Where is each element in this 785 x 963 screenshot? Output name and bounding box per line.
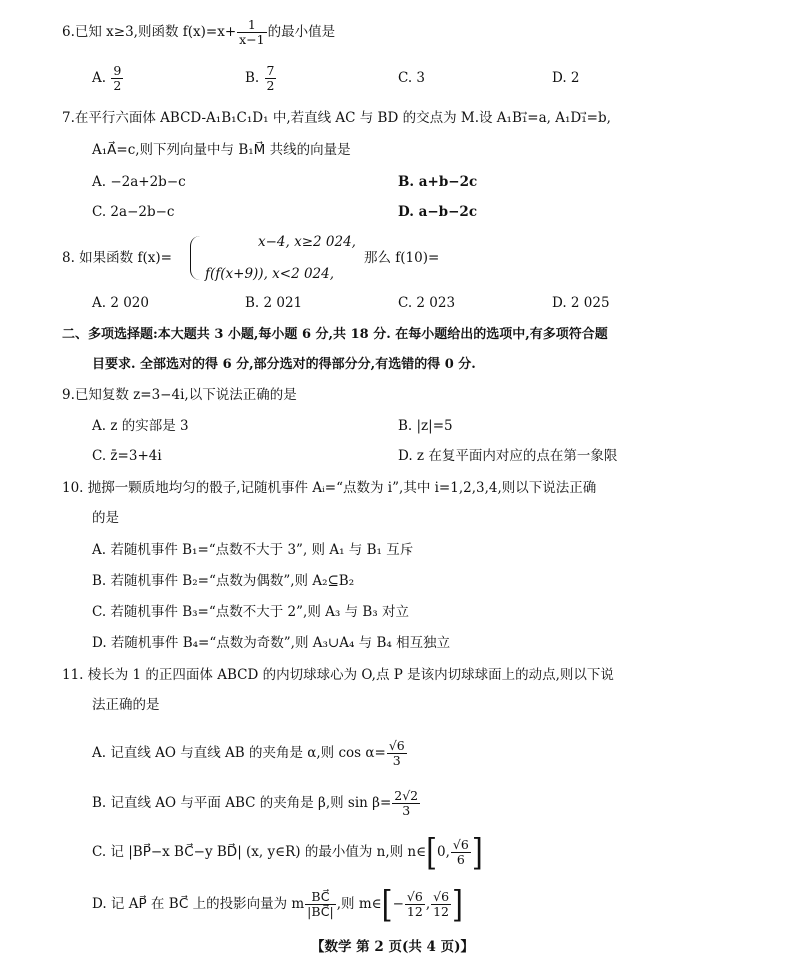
q6-frac-num: 1 <box>237 18 266 33</box>
page-footer: 【数学 第 2 页(共 4 页)】 <box>310 939 475 955</box>
q11-option-c-text: C. 记 |BP⃗−x BC⃗−y BD⃗| (x, y∈R) 的最小值为 n,则 n∈ <box>92 844 427 860</box>
left-bracket: [ <box>426 830 438 874</box>
q8-prefix: 8. 如果函数 f(x)= <box>62 250 172 266</box>
q6-option-d: D. 2 <box>552 70 580 86</box>
q10-line2: 的是 <box>92 510 119 526</box>
q7-option-a: A. −2a+2b−c <box>92 174 186 190</box>
q11-option-b-num: 2√2 <box>394 788 419 803</box>
q6-stem <box>62 18 335 47</box>
q7-option-b: B. a+b−2c <box>398 174 478 190</box>
q11-option-a-num: √6 <box>388 738 405 753</box>
q11-option-d-vnum: BC⃗ <box>305 890 336 905</box>
q6-fraction <box>237 18 266 47</box>
section2-heading-line2: 目要求. 全部选对的得 6 分,部分选对的得部分分,有选错的得 0 分. <box>92 357 476 372</box>
right-bracket: ] <box>471 830 483 874</box>
q11-option-d-hi-den: 12 <box>433 904 450 919</box>
q11-option-b <box>92 785 421 821</box>
q9-option-c: C. z̄=3+4i <box>92 448 162 464</box>
q11-option-c-den: 6 <box>456 852 465 867</box>
q11-option-d-hi-num: √6 <box>433 889 450 904</box>
q6-frac-den: x−1 <box>239 32 265 47</box>
q6-option-a-label: A. <box>92 70 107 86</box>
q10-option-a: A. 若随机事件 B₁=“点数不大于 3”, 则 A₁ 与 B₁ 互斥 <box>92 542 414 558</box>
q8-option-c: C. 2 023 <box>398 295 456 311</box>
q6-stem-suffix: 的最小值是 <box>267 24 336 40</box>
q11-option-c-lower: 0, <box>437 844 450 860</box>
q11-option-d-lo-den: 12 <box>406 904 423 919</box>
q11-option-a-frac <box>387 739 407 768</box>
q11-option-d-upper-frac <box>431 890 451 919</box>
q11-option-c-num: √6 <box>452 837 469 852</box>
q8-suffix: 那么 f(10)= <box>364 250 440 266</box>
q7-option-c: C. 2a−2b−c <box>92 204 175 220</box>
q10-option-b: B. 若随机事件 B₂=“点数为偶数”,则 A₂⊆B₂ <box>92 573 355 589</box>
q6-option-a-frac <box>111 64 123 93</box>
q11-line1: 11. 棱长为 1 的正四面体 ABCD 的内切球球心为 O,点 P 是该内切球球面上的动点,则以下说 <box>62 667 614 683</box>
q11-option-d-lower-frac <box>405 890 425 919</box>
q6-option-a-den: 2 <box>113 78 122 93</box>
q8-case2: f(f(x+9)), x<2 024, <box>205 266 335 282</box>
q11-option-a <box>92 735 408 771</box>
q9-option-b: B. |z|=5 <box>398 418 453 434</box>
q6-option-b-label: B. <box>245 70 260 86</box>
q6-option-a <box>92 64 124 93</box>
q11-option-d-minus: − <box>392 896 404 912</box>
q11-option-a-den: 3 <box>392 753 401 768</box>
q11-option-c-frac <box>451 838 471 867</box>
q8-case1: x−4, x≥2 024, <box>258 234 356 250</box>
q11-option-d-mid: ,则 m∈ <box>336 896 382 912</box>
q7-line2: A₁A⃗=c,则下列向量中与 B₁M⃗ 共线的向量是 <box>92 142 351 158</box>
q11-option-d-vden: |BC⃗| <box>307 904 334 919</box>
q6-option-c: C. 3 <box>398 70 426 86</box>
q8-option-d: D. 2 025 <box>552 295 610 311</box>
q11-line2: 法正确的是 <box>92 697 160 713</box>
q11-option-a-text: A. 记直线 AO 与直线 AB 的夹角是 α,则 cos α= <box>92 745 386 761</box>
q11-option-b-den: 3 <box>402 803 411 818</box>
q6-option-b <box>245 64 277 93</box>
piecewise-brace <box>190 236 205 280</box>
q8-option-b: B. 2 021 <box>245 295 303 311</box>
q7-line1: 7.在平行六面体 ABCD-A₁B₁C₁D₁ 中,若直线 AC 与 BD 的交点为 M.设 A₁B₁⃗=a, A₁D₁⃗=b, <box>62 110 611 126</box>
q9-option-a: A. z 的实部是 3 <box>92 418 189 434</box>
q6-option-b-num: 7 <box>266 63 275 78</box>
q6-option-b-den: 2 <box>266 78 275 93</box>
q6-option-b-frac <box>265 64 277 93</box>
q10-option-d: D. 若随机事件 B₄=“点数为奇数”,则 A₃∪A₄ 与 B₄ 相互独立 <box>92 635 451 651</box>
right-bracket: ] <box>452 882 463 926</box>
q6-stem-prefix: 6.已知 x≥3,则函数 f(x)=x+ <box>62 24 237 40</box>
q10-line1: 10. 抛掷一颗质地均匀的骰子,记随机事件 Aᵢ=“点数为 i”,其中 i=1,2,3,4,则以下说法正确 <box>62 480 597 496</box>
q11-option-d-text: D. 记 AP⃗ 在 BC⃗ 上的投影向量为 m <box>92 896 305 912</box>
q9-stem: 9.已知复数 z=3−4i,以下说法正确的是 <box>62 387 297 403</box>
q6-option-a-num: 9 <box>113 63 122 78</box>
q11-option-b-frac <box>392 789 420 818</box>
q11-option-d-lo-num: √6 <box>406 889 423 904</box>
q9-option-d: D. z 在复平面内对应的点在第一象限 <box>398 448 618 464</box>
q11-option-b-text: B. 记直线 AO 与平面 ABC 的夹角是 β,则 sin β= <box>92 795 392 811</box>
q10-option-c: C. 若随机事件 B₃=“点数不大于 2”,则 A₃ 与 B₃ 对立 <box>92 604 409 620</box>
q11-option-c <box>92 832 483 872</box>
q8-option-a: A. 2 020 <box>92 295 149 311</box>
q11-option-d-unit-vector <box>305 890 336 919</box>
q7-option-d: D. a−b−2c <box>398 204 478 220</box>
section2-heading-line1: 二、多项选择题:本大题共 3 小题,每小题 6 分,共 18 分. 在每小题给出的选项中,有多项符合题 <box>62 327 608 342</box>
left-bracket: [ <box>381 882 393 926</box>
q11-option-d: D. 记 AP⃗ 在 BC⃗ 上的投影向量为 m $\frac{BC⃗}{|BC⃗|}$ ,则 m∈[− $\frac{√6}{12}$ , $\frac{√6}{12}$ ] <box>92 882 463 926</box>
